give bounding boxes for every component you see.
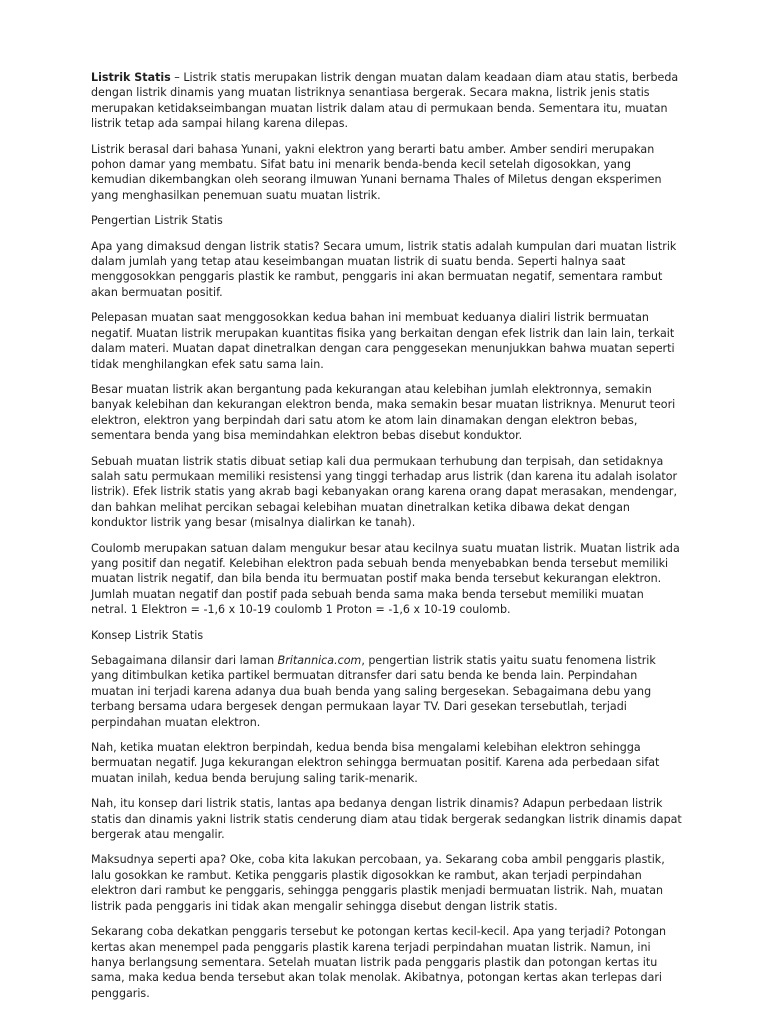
paragraph-discharge: Pelepasan muatan saat menggosokkan kedua bahan ini membuat keduanya dialiri listrik bermuatan negatif. Muatan listrik merupakan kuantitas fisika yang berkaitan dengan efek listrik dan lain lain, terkait dalam materi. Muatan dapat dinetralkan dengan cara penggesekan menunjukkan bahwa muatan seperti tidak menghilangkan efek satu sama lain.	[91, 311, 675, 371]
paragraph-definition: Apa yang dimaksud dengan listrik statis? Secara umum, listrik statis adalah kumpulan dari muatan listrik dalam jumlah yang tetap atau keseimbangan muatan listrik di suatu benda. Seperti halnya saat menggosokkan penggaris plastik ke rambut, penggaris ini akan bermuatan negatif, sementara rambut akan bermuatan positif.	[91, 239, 677, 299]
intro-text: – Listrik statis merupakan listrik dengan muatan dalam keadaan diam atau statis, berbeda dengan listrik dinamis yang muatan listriknya senantiasa bergerak. Secara makna, listrik jenis statis merupakan ketidakseimbangan muatan listrik dalam atau di permukaan benda. Sementara itu, muatan listrik tetap ada sampai hilang karena dilepas.	[91, 71, 679, 131]
paragraph-origin: Listrik berasal dari bahasa Yunani, yakni elektron yang berarti batu amber. Amber sendiri merupakan pohon damar yang membatu. Sifat batu ini menarik benda-benda kecil setelah digosokkan, yang kemudian dikembangkan oleh seorang ilmuwan Yunani bernama Thales of Miletus dengan eksperimen yang menghasilkan penemuan suatu muatan listrik.	[91, 142, 662, 202]
document-page	[91, 70, 683, 1011]
britannica-before: Sebagaimana dilansir dari laman	[91, 654, 278, 667]
britannica-source: Britannica.com	[277, 654, 362, 667]
paragraph-static-vs-dynamic: Nah, itu konsep dari listrik statis, lantas apa bedanya dengan listrik dinamis? Adapun perbedaan listrik statis dan dinamis yakni listrik statis cenderung diam atau tidak bergerak sedangkan listrik dinamis dapat bergerak atau mengalir.	[91, 797, 682, 842]
paragraph-coulomb: Coulomb merupakan satuan dalam mengukur besar atau kecilnya suatu muatan listrik. Muatan listrik ada yang positif dan negatif. Kelebihan elektron pada sebuah benda menyebabkan benda tersebut memiliki muatan listrik negatif, dan bila benda itu bermuatan postif maka benda tersebut kekurangan elektron. Jumlah muatan negatif dan postif pada sebuah benda sama maka benda tersebut memiliki muatan netral. 1 Elektron = -1,6 x 10-19 coulomb 1 Proton = -1,6 x 10-19 coulomb.	[91, 541, 680, 617]
paragraph-electron-transfer: Nah, ketika muatan elektron berpindah, kedua benda bisa mengalami kelebihan elektron sehingga bermuatan negatif. Juga kekurangan elektron sehingga bermuatan positif. Karena ada perbedaan sifat muatan inilah, kedua benda berujung saling tarik-menarik.	[91, 741, 660, 785]
paragraph-static-charge: Sebuah muatan listrik statis dibuat setiap kali dua permukaan terhubung dan terpisah, dan setidaknya salah satu permukaan memiliki resistensi yang tinggi terhadap arus listrik (dan karena itu adalah isolator listrik). Efek listrik statis yang akrab bagi kebanyakan orang karena orang dapat merasakan, mendengar, dan bahkan melihat percikan sebagai kelebihan muatan dinetralkan ketika dibawa dekat dengan konduktor listrik yang besar (misalnya dialirkan ke tanah).	[91, 454, 678, 530]
paragraph-charge-size: Besar muatan listrik akan bergantung pada kekurangan atau kelebihan jumlah elektronnya, semakin banyak kelebihan dan kekurangan elektron benda, maka semakin besar muatan listriknya. Menurut teori elektron, elektron yang berpindah dari satu atom ke atom lain dinamakan dengan elektron bebas, sementara benda yang bisa memindahkan elektron bebas disebut konduktor.	[91, 382, 676, 443]
section-heading-definition: Pengertian Listrik Statis	[91, 214, 223, 228]
section-heading-concept: Konsep Listrik Statis	[91, 628, 204, 642]
paragraph-paper-pieces: Sekarang coba dekatkan penggaris tersebut ke potongan kertas kecil-kecil. Apa yang terjadi? Potongan kertas akan menempel pada penggaris plastik karena terjadi perpindahan muatan listrik. Namun, ini hanya berlangsung sementara. Setelah muatan listrik pada penggaris plastik dan potongan kertas itu sama, maka kedua benda tersebut akan tolak menolak. Akibatnya, potongan kertas akan terlepas dari penggaris.	[91, 925, 667, 1000]
intro-term: Listrik Statis	[91, 71, 171, 84]
britannica-after: , pengertian listrik statis yaitu suatu fenomena listrik yang ditimbulkan ketika partikel bermuatan ditransfer dari satu benda ke benda lain. Perpindahan muatan ini terjadi karena adanya dua buah benda yang saling bergesekan. Sebagaimana debu yang terbang bersama udara bergesek dengan permukaan layar TV. Dari gesekan tersebutlah, terjadi perpindahan muatan elektron.	[91, 654, 656, 729]
paragraph-britannica	[91, 653, 683, 730]
intro-paragraph	[91, 70, 683, 132]
paragraph-experiment: Maksudnya seperti apa? Oke, coba kita lakukan percobaan, ya. Sekarang coba ambil penggaris plastik, lalu gosokkan ke rambut. Ketika penggaris plastik digosokkan ke rambut, akan terjadi perpindahan elektron dari rambut ke penggaris, sehingga penggaris plastik menjadi bermuatan listrik. Nah, muatan listrik pada penggaris ini tidak akan mengalir sehingga disebut dengan listrik statis.	[91, 853, 665, 913]
